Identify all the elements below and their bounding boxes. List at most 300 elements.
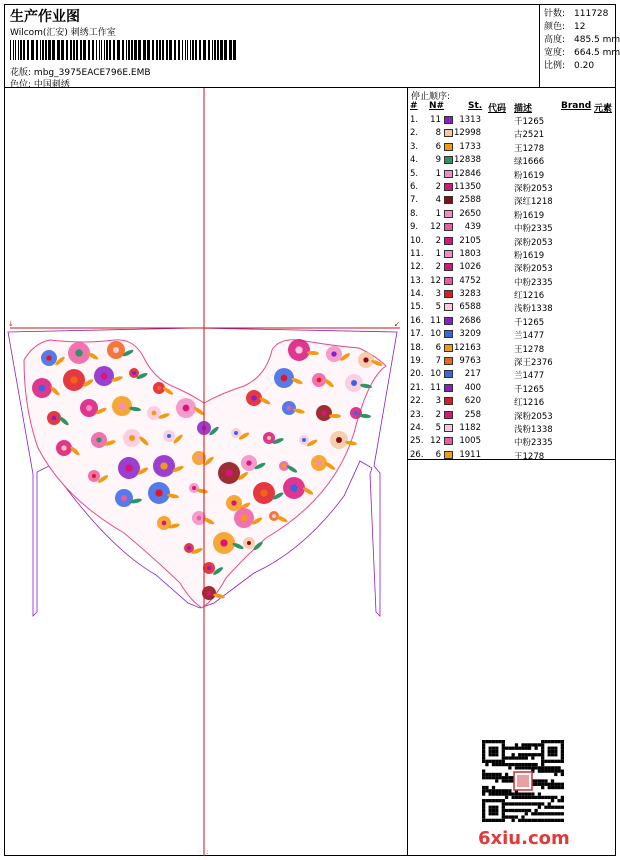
qr-module: [548, 783, 551, 786]
qr-module: [492, 773, 495, 776]
sequence-row: [408, 301, 616, 314]
color-position-value: 中国刺绣: [33, 80, 70, 90]
qr-module: [525, 796, 528, 799]
qr-module: [482, 789, 485, 792]
row-description: 中粉2335: [514, 277, 553, 288]
qr-module: [528, 796, 531, 799]
row-needle: 3: [435, 289, 441, 300]
row-number: 25.: [410, 436, 424, 447]
qr-module: [561, 786, 564, 789]
qr-module: [534, 809, 537, 812]
flower-center: [246, 460, 251, 465]
row-needle: 2: [435, 181, 441, 192]
sequence-row: [408, 422, 616, 435]
qr-module: [561, 799, 564, 802]
flower-center: [197, 456, 202, 461]
qr-module: [489, 750, 492, 753]
qr-module: [482, 812, 485, 815]
qr-module: [512, 747, 515, 750]
row-number: 17.: [410, 329, 424, 340]
row-number: 22.: [410, 396, 424, 407]
qr-module: [538, 743, 541, 746]
qr-module: [525, 809, 528, 812]
qr-module: [541, 740, 544, 743]
barcode-bar: [212, 40, 213, 60]
qr-module: [489, 799, 492, 802]
color-swatch: [444, 451, 453, 459]
flower-center: [119, 403, 126, 410]
barcode-bar: [174, 40, 176, 60]
design-canvas: [4, 88, 408, 856]
flower-center: [75, 349, 82, 356]
row-stitches: 1803: [459, 248, 481, 259]
row-stitches: 12838: [454, 155, 482, 166]
qr-module: [554, 770, 557, 773]
flower-center: [260, 489, 267, 496]
row-stitches: 11350: [454, 181, 482, 192]
qr-module: [512, 756, 515, 759]
qr-module: [538, 806, 541, 809]
row-description: 浅粉1338: [514, 304, 553, 315]
qr-module: [541, 766, 544, 769]
row-needle: 2: [435, 409, 441, 420]
qr-module: [541, 743, 544, 746]
col-header-brand: Brand: [561, 101, 592, 111]
qr-module: [531, 792, 534, 795]
color-swatch: [444, 183, 453, 191]
qr-module: [557, 812, 560, 815]
qr-module: [505, 763, 508, 766]
row-needle: 12: [430, 222, 441, 233]
row-stitches: 2588: [459, 195, 481, 206]
qr-module: [498, 799, 501, 802]
qr-module: [548, 770, 551, 773]
qr-module: [534, 819, 537, 822]
qr-module: [482, 786, 485, 789]
qr-module: [544, 770, 547, 773]
row-stitches: 620: [464, 396, 481, 407]
sequence-row: [408, 435, 616, 448]
flower-center: [316, 460, 321, 465]
qr-module: [557, 760, 560, 763]
corner-mark-left: ↓: [8, 320, 14, 328]
qr-module: [538, 802, 541, 805]
qr-module: [505, 815, 508, 818]
barcode-bar: [224, 40, 227, 60]
barcode-bar: [31, 40, 34, 60]
qr-module: [561, 783, 564, 786]
row-stitches: 258: [464, 409, 481, 420]
qr-module: [528, 766, 531, 769]
qr-module: [544, 806, 547, 809]
qr-module: [554, 747, 557, 750]
flower-center: [241, 515, 248, 522]
row-number: 11.: [410, 248, 424, 259]
qr-module: [557, 799, 560, 802]
row-needle: 4: [435, 195, 441, 206]
qr-module: [489, 760, 492, 763]
qr-module: [554, 766, 557, 769]
qr-module: [561, 812, 564, 815]
barcode-bar: [70, 40, 72, 60]
qr-module: [508, 747, 511, 750]
row-stitches: 2650: [459, 208, 481, 219]
qr-module: [515, 756, 518, 759]
qr-module: [502, 779, 505, 782]
row-number: 19.: [410, 356, 424, 367]
qr-module: [495, 740, 498, 743]
row-description: 王1278: [514, 143, 545, 154]
qr-module: [541, 756, 544, 759]
row-needle: 5: [435, 302, 441, 313]
qr-module: [505, 789, 508, 792]
qr-module: [521, 766, 524, 769]
qr-module: [489, 812, 492, 815]
qr-module: [502, 740, 505, 743]
flower-center: [39, 385, 46, 392]
row-needle: 10: [430, 329, 441, 340]
qr-module: [508, 789, 511, 792]
qr-module: [521, 753, 524, 756]
barcode-bar: [15, 40, 16, 60]
color-swatch: [444, 170, 453, 178]
barcode-bar: [178, 40, 180, 60]
flower-center: [192, 486, 196, 490]
qr-module: [502, 815, 505, 818]
studio-subtitle: Wilcom(汇安) 刺绣工作室: [10, 28, 116, 38]
qr-module: [498, 760, 501, 763]
qr-module: [521, 802, 524, 805]
qr-module: [495, 819, 498, 822]
row-stitches: 2105: [459, 235, 481, 246]
qr-module: [548, 747, 551, 750]
qr-module: [512, 796, 515, 799]
file-name: mbg_3975EACE796E.EMB: [33, 68, 151, 78]
qr-module: [551, 766, 554, 769]
qr-module: [502, 743, 505, 746]
qr-module: [495, 750, 498, 753]
qr-module: [492, 753, 495, 756]
qr-module: [561, 806, 564, 809]
qr-module: [554, 760, 557, 763]
qr-module: [551, 783, 554, 786]
qr-module: [561, 750, 564, 753]
qr-module: [541, 779, 544, 782]
color-swatch: [444, 196, 453, 204]
qr-module: [528, 753, 531, 756]
qr-module: [541, 760, 544, 763]
qr-module: [518, 809, 521, 812]
qr-module: [548, 740, 551, 743]
flower-center: [363, 357, 368, 362]
qr-module: [525, 763, 528, 766]
row-needle: 11: [430, 315, 441, 326]
qr-module: [505, 796, 508, 799]
color-swatch: [444, 277, 453, 285]
row-number: 20.: [410, 369, 424, 380]
qr-module: [521, 743, 524, 746]
flower-center: [225, 469, 232, 476]
stat-stitches: 针数: 111728: [544, 9, 609, 19]
qr-module: [515, 809, 518, 812]
qr-module: [505, 809, 508, 812]
barcode-bar: [159, 40, 161, 60]
flower-center: [101, 373, 108, 380]
row-description: 绿1666: [514, 157, 545, 168]
qr-module: [541, 802, 544, 805]
row-stitches: 1005: [459, 436, 481, 447]
barcode-bar: [138, 40, 141, 60]
file-name-label: 花版:: [10, 68, 32, 78]
row-number: 16.: [410, 315, 424, 326]
qr-module: [505, 747, 508, 750]
qr-module: [489, 776, 492, 779]
qr-module: [508, 776, 511, 779]
qr-module: [515, 796, 518, 799]
qr-module: [512, 815, 515, 818]
flower-center: [155, 489, 162, 496]
sequence-row: [408, 409, 616, 422]
qr-module: [498, 773, 501, 776]
qr-module: [515, 815, 518, 818]
row-number: 10.: [410, 235, 424, 246]
barcode-bar: [66, 40, 68, 60]
barcode-bar: [192, 40, 194, 60]
barcode-bar: [117, 40, 120, 60]
qr-module: [492, 760, 495, 763]
qr-module: [548, 806, 551, 809]
col-header-needle: N#: [429, 101, 445, 111]
flower-center: [125, 464, 132, 471]
flower-center: [61, 445, 66, 450]
color-swatch: [444, 237, 453, 245]
qr-module: [492, 819, 495, 822]
row-number: 23.: [410, 409, 424, 420]
qr-module: [492, 776, 495, 779]
row-needle: 1: [435, 168, 441, 179]
flower-center: [272, 514, 276, 518]
row-needle: 11: [430, 115, 441, 125]
flower-center: [157, 386, 161, 390]
sequence-row: [408, 127, 616, 140]
flower-center: [207, 566, 211, 570]
qr-module: [518, 756, 521, 759]
header-panel: [4, 4, 540, 88]
row-needle: 12: [430, 436, 441, 447]
qr-module: [525, 812, 528, 815]
qr-module: [515, 747, 518, 750]
row-description: 兰1477: [514, 331, 545, 342]
sequence-row: [408, 315, 616, 328]
flower-center: [295, 346, 302, 353]
qr-module: [502, 753, 505, 756]
color-swatch: [444, 344, 453, 352]
qr-module: [498, 819, 501, 822]
qr-module: [554, 773, 557, 776]
row-description: 兰1477: [514, 371, 545, 382]
qr-module: [521, 815, 524, 818]
flower-center: [92, 474, 96, 478]
qr-module: [482, 773, 485, 776]
qr-module: [528, 792, 531, 795]
page-title: 生产作业图: [10, 9, 80, 25]
qr-module: [495, 806, 498, 809]
barcode-bar: [152, 40, 154, 60]
barcode-bar: [162, 40, 164, 60]
barcode-bar: [156, 40, 158, 60]
qr-module: [505, 756, 508, 759]
qr-module: [528, 819, 531, 822]
qr-module: [502, 776, 505, 779]
row-needle: 6: [435, 449, 441, 460]
qr-module: [525, 802, 528, 805]
sequence-row: [408, 208, 616, 221]
qr-module: [538, 796, 541, 799]
barcode-bar: [61, 40, 64, 60]
qr-module: [551, 770, 554, 773]
col-header-description: 描述: [514, 104, 533, 114]
qr-module: [502, 756, 505, 759]
qr-module: [525, 753, 528, 756]
qr-module: [489, 809, 492, 812]
sequence-row: [408, 235, 616, 248]
qr-module: [541, 747, 544, 750]
qr-module: [551, 779, 554, 782]
qr-module: [482, 750, 485, 753]
row-description: 深王2376: [514, 358, 553, 369]
qr-module: [495, 776, 498, 779]
qr-module: [482, 776, 485, 779]
qr-module: [489, 773, 492, 776]
qr-module: [508, 792, 511, 795]
row-needle: 3: [435, 396, 441, 407]
qr-module: [561, 756, 564, 759]
qr-module: [518, 763, 521, 766]
row-description: 深粉2053: [514, 264, 553, 275]
color-swatch: [444, 116, 453, 124]
flower-center: [160, 462, 167, 469]
qr-module: [495, 809, 498, 812]
barcode-bar: [101, 40, 102, 60]
row-stitches: 400: [464, 382, 481, 393]
qr-module: [508, 763, 511, 766]
flower-center: [52, 416, 57, 421]
row-description: 千1265: [514, 117, 545, 127]
flower-center: [121, 495, 127, 501]
row-needle: 1: [435, 208, 441, 219]
bottom-mark: :: [206, 848, 209, 856]
qr-module: [485, 740, 488, 743]
qr-module: [502, 812, 505, 815]
qr-module: [489, 747, 492, 750]
barcode-bar: [147, 40, 150, 60]
row-needle: 8: [435, 128, 441, 139]
qr-module: [495, 753, 498, 756]
flower-center: [152, 411, 157, 416]
qr-module: [492, 786, 495, 789]
qr-module: [544, 819, 547, 822]
color-position-label: 色位:: [10, 80, 32, 90]
color-swatch: [444, 210, 453, 218]
qr-module: [521, 819, 524, 822]
qr-module: [541, 783, 544, 786]
stat-colors: 颜色: 12: [544, 22, 586, 32]
qr-module: [544, 760, 547, 763]
barcode-bar: [18, 40, 19, 60]
row-number: 14.: [410, 289, 424, 300]
qr-module: [544, 812, 547, 815]
stats-panel: [540, 4, 620, 88]
qr-module: [482, 743, 485, 746]
qr-module: [554, 753, 557, 756]
row-needle: 9: [435, 155, 441, 166]
flower-center: [281, 375, 288, 382]
row-stitches: 9763: [459, 356, 481, 367]
qr-module: [548, 819, 551, 822]
qr-module: [548, 786, 551, 789]
row-number: 18.: [410, 342, 424, 353]
qr-module: [534, 802, 537, 805]
qr-module: [515, 763, 518, 766]
barcode-bar: [36, 40, 38, 60]
flower-center: [183, 405, 190, 412]
qr-module: [544, 783, 547, 786]
row-needle: 5: [435, 422, 441, 433]
row-description: 深红1218: [514, 197, 553, 208]
qr-module: [538, 766, 541, 769]
row-stitches: 12846: [454, 168, 482, 179]
qr-module: [502, 792, 505, 795]
row-needle: 2: [435, 235, 441, 246]
qr-module: [518, 792, 521, 795]
row-number: 6.: [410, 181, 419, 192]
qr-code: [482, 740, 564, 822]
qr-module: [538, 812, 541, 815]
qr-module: [561, 740, 564, 743]
qr-module: [534, 753, 537, 756]
row-stitches: 1911: [459, 449, 481, 460]
qr-module: [492, 740, 495, 743]
qr-module: [554, 796, 557, 799]
qr-module: [485, 760, 488, 763]
stat-scale: 比例: 0.20: [544, 61, 595, 71]
flower-center: [96, 437, 101, 442]
qr-module: [495, 773, 498, 776]
qr-module: [538, 753, 541, 756]
qr-logo-mark: [517, 775, 529, 787]
qr-module: [492, 809, 495, 812]
barcode-bar: [23, 40, 25, 60]
row-stitches: 439: [464, 222, 481, 233]
row-stitches: 1182: [459, 422, 481, 433]
qr-module: [548, 750, 551, 753]
qr-module: [502, 802, 505, 805]
qr-module: [548, 766, 551, 769]
sequence-row: [408, 368, 616, 381]
barcode-bar: [73, 40, 75, 60]
color-swatch: [444, 223, 453, 231]
qr-module: [554, 750, 557, 753]
qr-module: [521, 809, 524, 812]
barcode-bar: [113, 40, 115, 60]
qr-module: [554, 819, 557, 822]
barcode-bar: [169, 40, 172, 60]
qr-module: [534, 763, 537, 766]
qr-module: [525, 756, 528, 759]
flower-center: [132, 371, 136, 375]
qr-module: [485, 789, 488, 792]
qr-module: [525, 747, 528, 750]
